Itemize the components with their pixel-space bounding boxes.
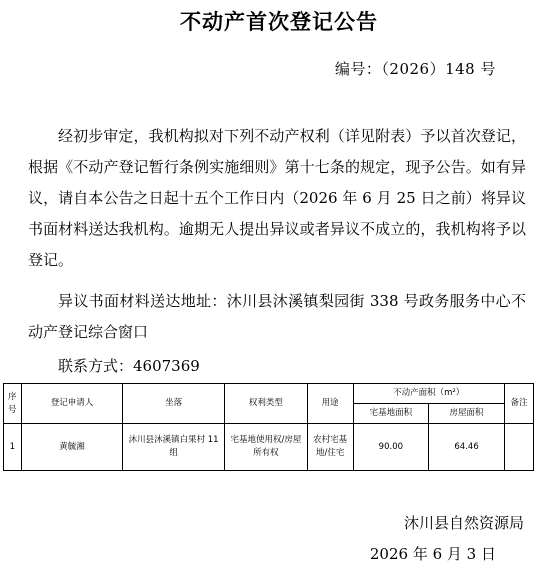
cell-house-area: 64.46 [429, 424, 505, 471]
registration-table [3, 383, 534, 471]
header-land-area: 宅基地面积 [353, 404, 429, 424]
cell-usage: 农村宅基地/住宅 [307, 424, 353, 471]
contact-info: 联系方式：4607369 [58, 357, 200, 375]
cell-right-type: 宅基地使用权/房屋所有权 [224, 424, 307, 471]
cell-land-area: 90.00 [353, 424, 429, 471]
issue-date: 2026 年 6 月 3 日 [369, 545, 496, 563]
header-area: 不动产面积（m²） [353, 384, 504, 404]
table-row [4, 424, 534, 471]
document-number: 编号：（2026）148 号 [334, 60, 496, 78]
header-usage: 用途 [307, 384, 353, 424]
issuing-organization: 沐川县自然资源局 [403, 514, 524, 532]
header-applicant: 登记申请人 [21, 384, 123, 424]
cell-remark [504, 424, 533, 471]
cell-applicant: 黄毓湘 [21, 424, 123, 471]
header-remark: 备注 [504, 384, 533, 424]
cell-seq: 1 [4, 424, 22, 471]
header-seq: 序号 [4, 384, 22, 424]
notice-title: 不动产首次登记公告 [180, 10, 378, 34]
notice-paragraph-main: 经初步审定，我机构拟对下列不动产权利（详见附表）予以首次登记，根据《不动产登记暂行条例实施细则》第十七条的规定，现予公告。如有异议，请自本公告之日起十五个工作日内（2026 年 6 月 25 日之前）将异议书面材料送达我机构。逾期无人提出异议或者异议不成立的，我机构将予以登记。 [28, 127, 526, 269]
header-location: 坐落 [123, 384, 225, 424]
cell-location: 沐川县沐溪镇白果村 11 组 [123, 424, 225, 471]
header-house-area: 房屋面积 [429, 404, 505, 424]
table-header-row [4, 384, 534, 404]
header-right-type: 权利类型 [224, 384, 307, 424]
objection-address-paragraph: 异议书面材料送达地址：沐川县沐溪镇梨园街 338 号政务服务中心不动产登记综合窗口 [28, 292, 526, 341]
